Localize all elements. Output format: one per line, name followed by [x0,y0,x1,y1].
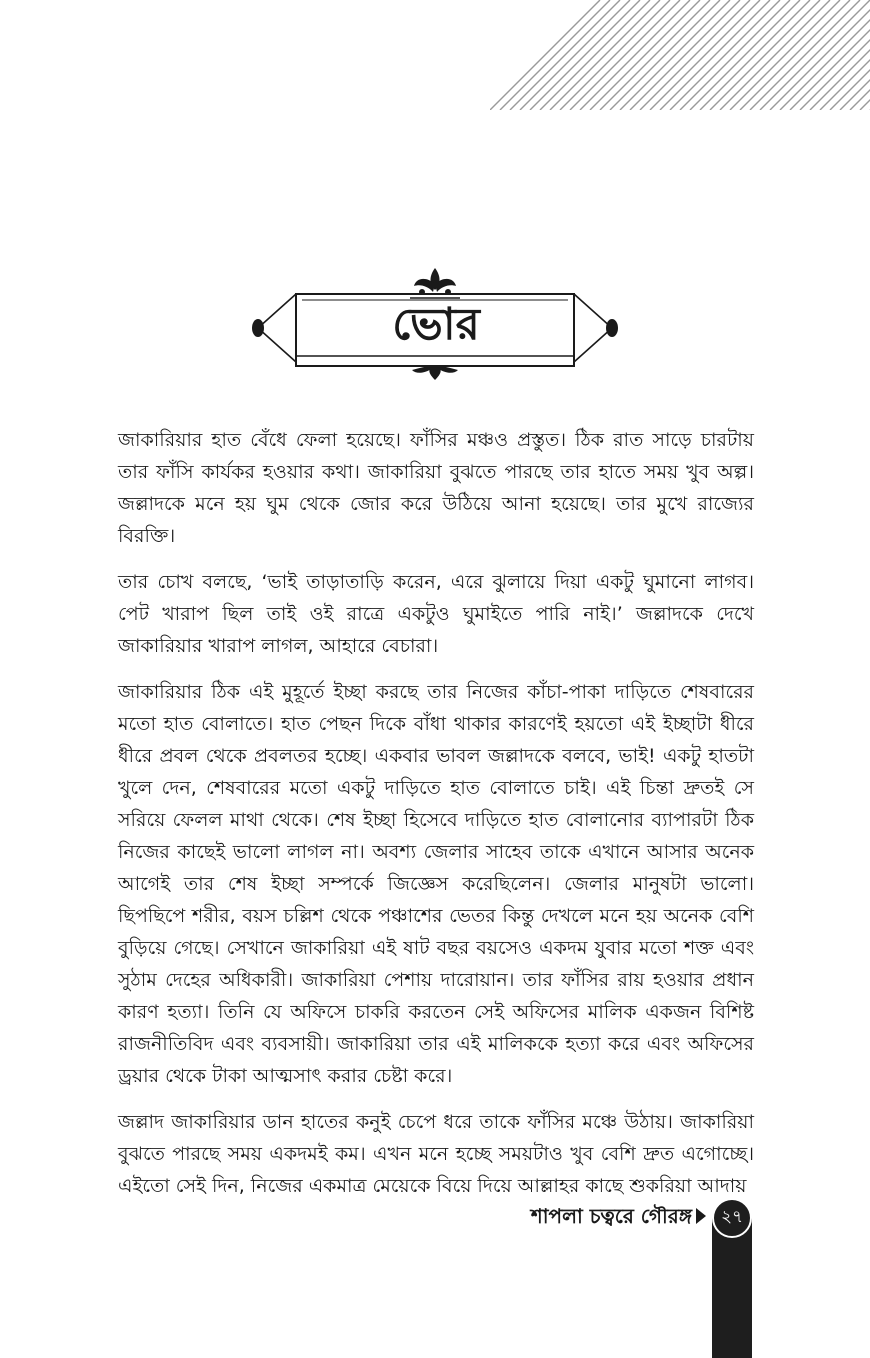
running-footer-book-title: শাপলা চত্বরে গৌরঙ্গ [530,1204,692,1228]
bottom-fleur-icon [412,366,458,380]
body-text [118,424,754,1216]
page-number-tab [712,1218,752,1358]
chapter-title: ভোর [392,298,480,350]
paragraph: জল্লাদ জাকারিয়ার ডান হাতের কনুই চেপে ধরে তাকে ফাঁসির মঞ্চে উঠায়। জাকারিয়া বুঝতে পারছে সময় একদমই কম। এখন মনে হচ্ছে সময়টাও খুব বেশি দ্রুত এগোচ্ছে। এইতো সেই দিন, নিজের একমাত্র মেয়েকে বিয়ে দিয়ে আল্লাহর কাছে শুকরিয়া আদায় [118,1111,754,1197]
corner-hatch-decoration [490,0,870,110]
paragraph: জাকারিয়ার হাত বেঁধে ফেলা হয়েছে। ফাঁসির মঞ্চও প্রস্তুত। ঠিক রাত সাড়ে চারটায় তার ফাঁসি কার্যকর হওয়ার কথা। জাকারিয়া বুঝতে পারছে তার হাতে সময় খুব অল্প। জল্লাদকে মনে হয় ঘুম থেকে জোর করে উঠিয়ে আনা হয়েছে। তার মুখে রাজ্যের বিরক্তি। [118,429,754,547]
page-number: ২৭ [712,1198,752,1238]
paragraph: তার চোখ বলছে, ‘ভাই তাড়াতাড়ি করেন, এরে ঝুলায়ে দিয়া একটু ঘুমানো লাগব। পেট খারাপ ছিল তাই ওই রাত্রে একটুও ঘুমাইতে পারি নাই।’ জল্লাদকে দেখে জাকারিয়ার খারাপ লাগল, আহারে বেচারা। [118,571,754,657]
left-finial-icon [252,319,264,337]
paragraph: জাকারিয়ার ঠিক এই মুহূর্তে ইচ্ছা করছে তার নিজের কাঁচা-পাকা দাড়িতে শেষবারের মতো হাত বোলাতে। হাত পেছন দিকে বাঁধা থাকার কারণেই হয়তো এই ইচ্ছাটা ধীরে ধীরে প্রবল থেকে প্রবলতর হচ্ছে। একবার ভাবল জল্লাদকে বলবে, ভাই! একটু হাতটা খুলে দেন, শেষবারের মতো একটু দাড়িতে হাত বোলাতে চাই। এই চিন্তা দ্রুতই সে সরিয়ে ফেলল মাথা থেকে। শেষ ইচ্ছা হিসেবে দাড়িতে হাত বোলানোর ব্যাপারটা ঠিক নিজের কাছেই ভালো লাগল না। অবশ্য জেলার সাহেব তাকে এখানে আসার অনেক আগেই তার শেষ ইচ্ছা সম্পর্কে জিজ্ঞেস করেছিলেন। জেলার মানুষটা ভালো। ছিপছিপে শরীর, বয়স চল্লিশ থেকে পঞ্চাশের ভেতর কিন্তু দেখলে মনে হয় অনেক বেশি বুড়িয়ে গেছে। সেখানে জাকারিয়া এই ষাট বছর বয়সেও একদম যুবার মতো শক্ত এবং সুঠাম দেহের অধিকারী। জাকারিয়া পেশায় দারোয়ান। তার ফাঁসির রায় হওয়ার প্রধান কারণ হত্যা। তিনি যে অফিসে চাকরি করতেন সেই অফিসের মালিক একজন বিশিষ্ট রাজনীতিবিদ এবং ব্যবসায়ী। জাকারিয়া তার এই মালিককে হত্যা করে এবং অফিসের ড্রয়ার থেকে টাকা আত্মসাৎ করার চেষ্টা করে। [118,681,754,1087]
right-finial-icon [606,319,618,337]
footer-arrow-icon [696,1208,706,1224]
